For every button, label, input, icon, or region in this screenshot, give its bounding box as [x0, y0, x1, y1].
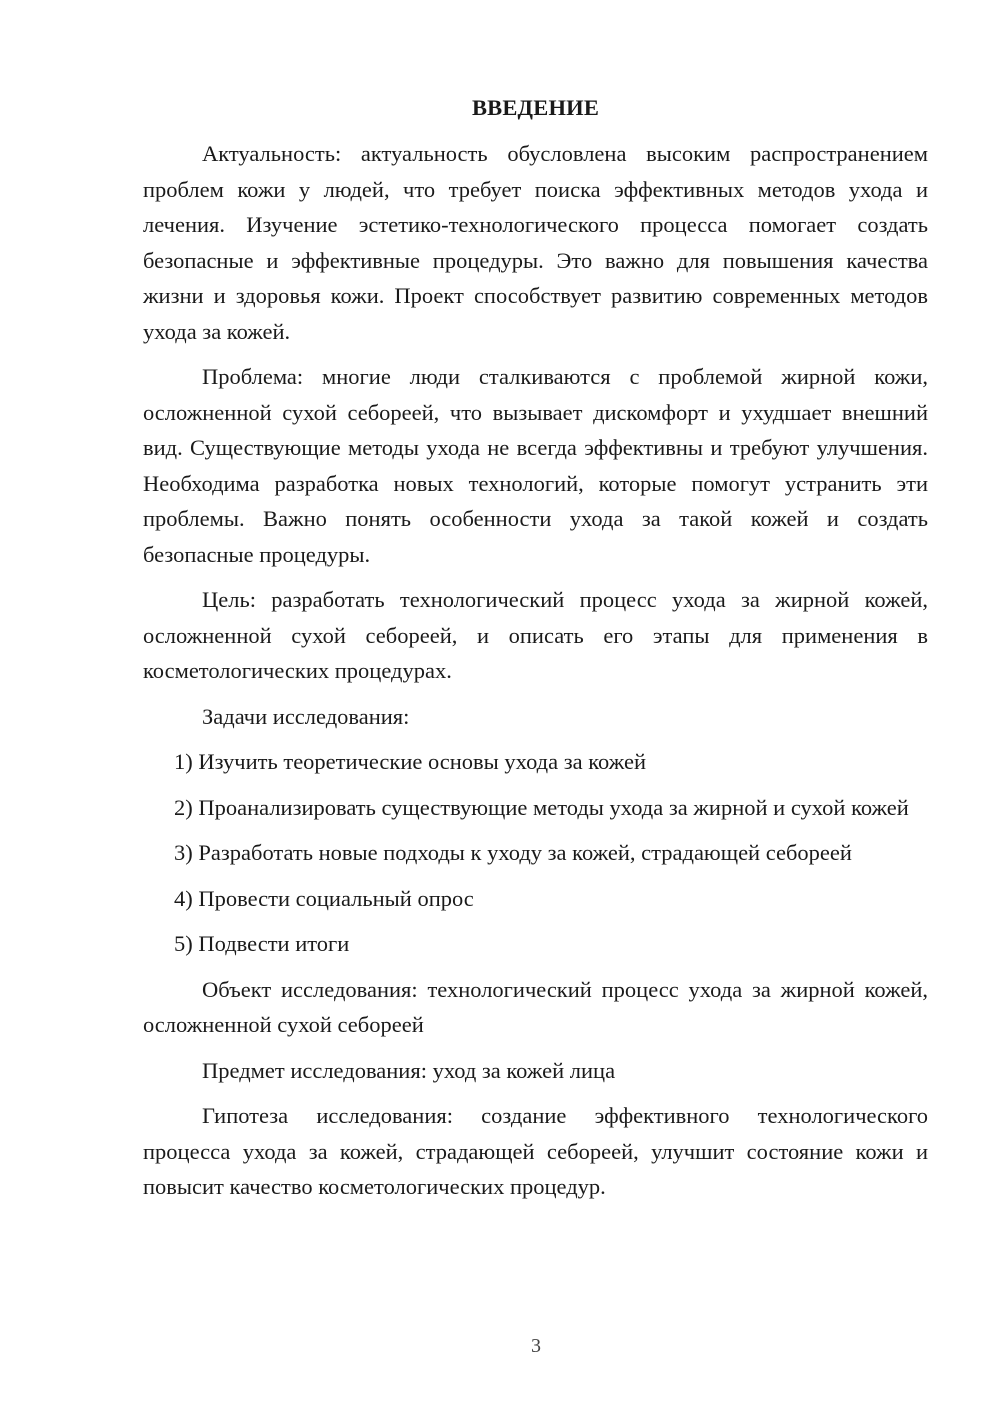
section-heading: ВВЕДЕНИЕ: [471, 95, 600, 120]
task-item-2: 2) Проанализировать существующие методы ухода за жирной и сухой кожей: [174, 794, 909, 820]
task-item-1: 1) Изучить теоретические основы ухода за кожей: [174, 749, 646, 774]
page-content: [143, 90, 928, 1215]
task-item-5: 5) Подвести итоги: [174, 931, 350, 956]
paragraph-relevance: Актуальность: актуальность обусловлена высоким распространением проблем кожи у людей, что требует поиска эффективных методов ухода и лечения. Изучение эстетико-технологического процесса помогает создать безопасные и эффективные процедуры. Это важно для повышения качества жизни и здоровья кожи. Проект способствует развитию современных методов ухода за кожей.: [143, 141, 928, 344]
task-item-3: 3) Разработать новые подходы к уходу за кожей, страдающей себореей: [174, 840, 852, 865]
paragraph-object: Объект исследования: технологический процесс ухода за жирной кожей, осложненной сухой себореей: [143, 976, 928, 1037]
task-item-4: 4) Провести социальный опрос: [174, 885, 474, 911]
paragraph-hypothesis: Гипотеза исследования: создание эффективного технологического процесса ухода за кожей, страдающей себореей, улучшит состояние кожи и повысит качество косметологических процедур.: [143, 1103, 928, 1199]
page-number: 3: [531, 1335, 541, 1357]
paragraph-problem: Проблема: многие люди сталкиваются с проблемой жирной кожи, осложненной сухой себореей, что вызывает дискомфорт и ухудшает внешний вид. Существующие методы ухода не всегда эффективны и требуют улучшения. Необходима разработка новых технологий, которые помогут устранить эти проблемы. Важно понять особенности ухода за такой кожей и создать безопасные процедуры.: [143, 364, 928, 567]
tasks-title: Задачи исследования:: [202, 703, 410, 729]
paragraph-subject: Предмет исследования: уход за кожей лица: [202, 1057, 616, 1083]
paragraph-goal: Цель: разработать технологический процесс ухода за жирной кожей, осложненной сухой себореей, и описать его этапы для применения в косметологических процедурах.: [143, 587, 928, 683]
